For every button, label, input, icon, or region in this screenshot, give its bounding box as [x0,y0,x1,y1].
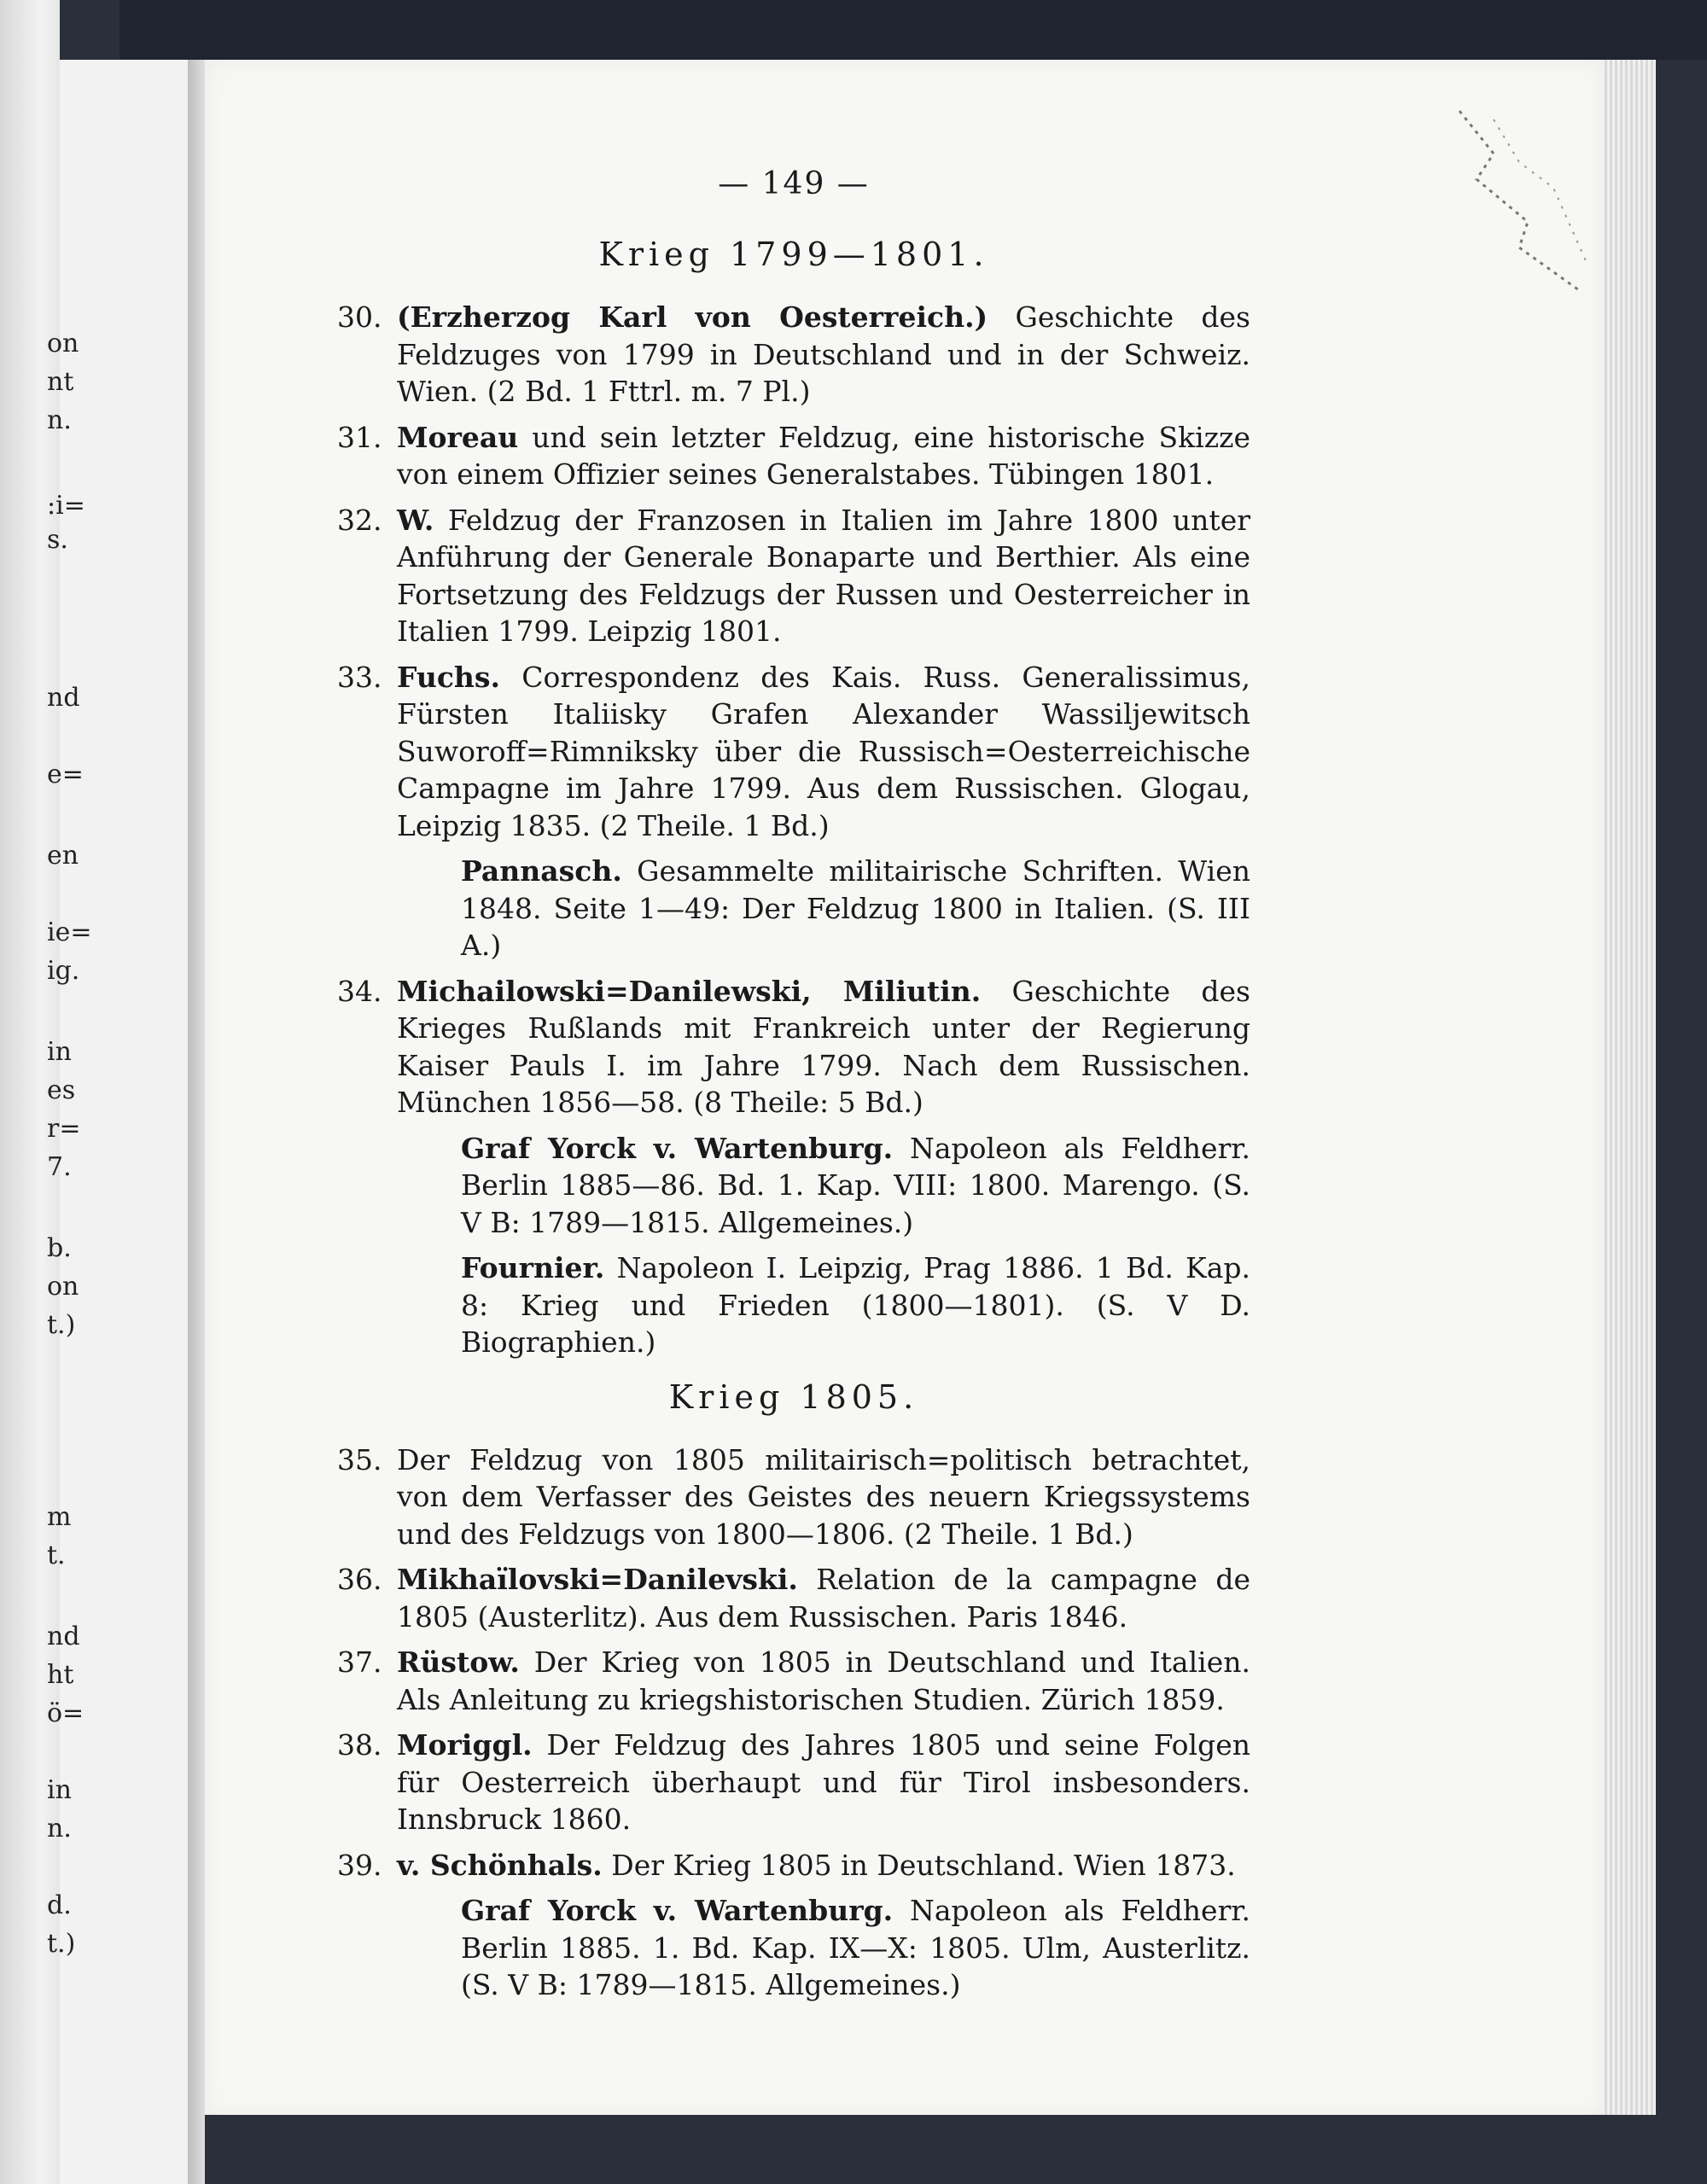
scanner-frame-top [119,0,1707,60]
previous-page-fragment: in [47,1037,72,1067]
bibliography-entry [337,1847,1250,1884]
previous-page-fragment: es [47,1075,76,1105]
entry-text: Der Krieg von 1805 in Deutschland und Italien. Als Anleitung zu kriegshistorischen Studien. Zürich 1859. [397,1645,1250,1716]
entry-text: Napoleon als Feldherr. Berlin 1885—86. Bd. 1. Kap. VIII: 1800. Marengo. (S. V B: 1789—1815. Allgemeines.) [461,1131,1250,1239]
bibliography-entry [337,502,1250,650]
previous-page-fragment: ie= [47,917,92,947]
entry-author: W. [397,503,434,537]
entry-number: 30. [337,300,382,334]
previous-page-fragment: b. [47,1233,72,1263]
entry-number: 39. [337,1848,382,1882]
bibliography-entry [337,299,1250,411]
bibliography-entry [337,1441,1250,1553]
previous-page-fragment: 7. [47,1152,72,1182]
entry-author: Moriggl. [397,1728,533,1762]
entry-author: Graf Yorck v. Wartenburg. [461,1131,894,1165]
entry-author: Pannasch. [461,854,622,888]
entry-author: Mikhaïlovski=Danilevski. [397,1563,798,1596]
entry-text: und sein letzter Feldzug, eine historische Skizze von einem Offizier seines Generalstabes. Tübingen 1801. [397,420,1250,491]
bibliography-entry [337,973,1250,1121]
previous-page-fragment: nt [47,367,74,397]
previous-page-fragment: :i= [47,491,85,521]
previous-page-fragment: in [47,1775,72,1805]
entry-author: Michailowski=Danilewski, Miliutin. [397,974,982,1008]
entry-author: Fournier. [461,1251,605,1284]
entry-author: Fuchs. [397,660,500,694]
entry-text: Der Feldzug von 1805 militairisch=politisch betrachtet, von dem Verfasser des Geistes des neuern Kriegssystems und des Feldzugs von 1800—1806. (2 Theile. 1 Bd.) [397,1442,1250,1551]
entry-text: Gesammelte militairische Schriften. Wien 1848. Seite 1—49: Der Feldzug 1800 in Italien. (S. III A.) [461,854,1250,962]
bibliography-entry [337,1130,1250,1242]
bibliography-sections [337,236,1250,2004]
previous-page-fragment: n. [47,405,72,435]
bibliography-entry [337,659,1250,845]
entry-author: Moreau [397,420,519,454]
previous-page-fragment: m [47,1502,72,1532]
bibliography-entry [337,1892,1250,2004]
previous-page-fragment: ig. [47,956,80,986]
entry-text: Relation de la campagne de 1805 (Austerlitz). Aus dem Russischen. Paris 1846. [397,1563,1250,1634]
entry-text: Geschichte des Krieges Rußlands mit Frankreich unter der Regierung Kaiser Pauls I. im Jahre 1799. Nach dem Russischen. München 1856—58. (8 Theile: 5 Bd.) [397,974,1250,1119]
bibliography-entry [337,1249,1250,1361]
entry-number: 33. [337,660,382,694]
bibliography-entry [337,853,1250,964]
bibliography-entry [337,1727,1250,1838]
previous-page-fragment: e= [47,760,84,789]
entry-text: Der Krieg 1805 in Deutschland. Wien 1873. [611,1848,1236,1882]
previous-page-fragment: ht [47,1660,74,1690]
section-heading: Krieg 1805. [668,1377,919,1416]
entry-text: Der Feldzug des Jahres 1805 und seine Folgen für Oesterreich überhaupt und für Tirol insbesonders. Innsbruck 1860. [397,1728,1250,1836]
page-content [337,166,1250,2012]
entry-number: 34. [337,974,382,1008]
previous-page-fragment: nd [47,683,80,713]
entry-author: v. Schönhals. [397,1848,603,1882]
previous-page-fragment: ö= [47,1698,84,1728]
entry-number: 38. [337,1728,382,1762]
previous-page-fragment: d. [47,1890,72,1920]
scanner-frame-bottom [205,2115,1656,2184]
entry-number: 37. [337,1645,382,1679]
entry-author: Rüstow. [397,1645,520,1679]
bibliography-entry [337,1561,1250,1635]
previous-page-fragment: t.) [47,1310,76,1340]
previous-page-fragment: s. [47,525,68,555]
previous-page-fragment: nd [47,1622,80,1651]
entry-text: Feldzug der Franzosen in Italien im Jahre 1800 unter Anführung der Generale Bonaparte und Berthier. Als eine Fortsetzung des Feldzugs der Russen und Oesterreicher in Italien 1799. Leipzig 1801. [397,503,1250,648]
bibliography-entry [337,1644,1250,1718]
entry-number: 35. [337,1442,382,1476]
entry-number: 36. [337,1563,382,1596]
entry-text: Geschichte des Feldzuges von 1799 in Deutschland und in der Schweiz. Wien. (2 Bd. 1 Fttrl. m. 7 Pl.) [397,300,1250,408]
previous-page-fragment: r= [47,1114,81,1144]
entry-author: Graf Yorck v. Wartenburg. [461,1894,894,1927]
previous-page-fragment: on [47,1272,79,1302]
page-stack-edges [1605,60,1656,2125]
previous-page-fragment: t. [47,1540,66,1570]
entry-number: 31. [337,420,382,454]
previous-page-fragment: en [47,841,79,871]
entry-number: 32. [337,503,382,537]
entry-text: Napoleon als Feldherr. Berlin 1885. 1. Bd. Kap. IX—X: 1805. Ulm, Austerlitz. (S. V B: 1789—1815. Allgemeines.) [461,1894,1250,2001]
previous-page-fragment: n. [47,1814,72,1843]
bleed-through-marks [1442,102,1596,299]
entry-text: Correspondenz des Kais. Russ. Generalissimus, Fürsten Italiisky Grafen Alexander Wassiljewitsch Suworoff=Rimniksky über die Russisch=Oesterreichische Campagne im Jahre 1799. Aus dem Russischen. Glogau, Leipzig 1835. (2 Theile. 1 Bd.) [397,660,1250,842]
entry-text: Napoleon I. Leipzig, Prag 1886. 1 Bd. Kap. 8: Krieg und Frieden (1800—1801). (S. V D. Biographien.) [461,1251,1250,1359]
section-heading: Krieg 1799—1801. [598,236,989,273]
entry-author: (Erzherzog Karl von Oesterreich.) [397,300,988,334]
previous-page-fragment: on [47,329,79,358]
page-number: — 149 — [718,166,870,201]
previous-page-fragment: t.) [47,1929,76,1959]
bibliography-entry [337,419,1250,493]
